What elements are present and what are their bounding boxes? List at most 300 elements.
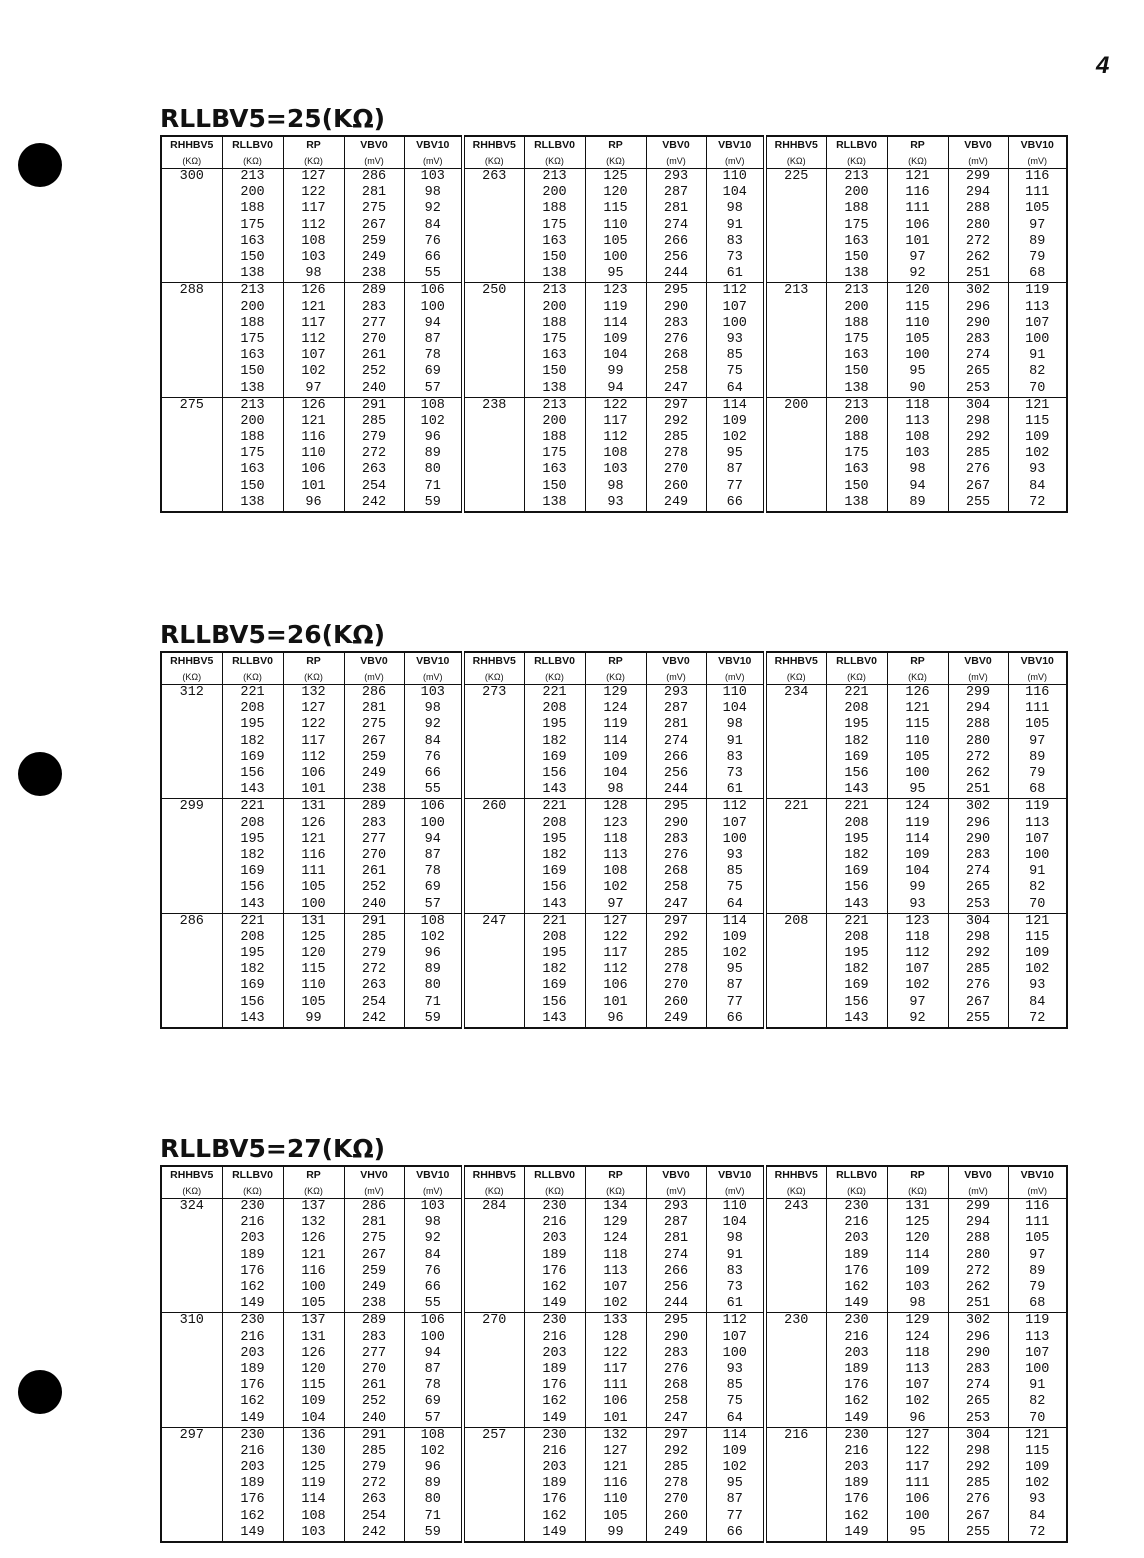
value-cell: 80 [404, 462, 463, 478]
value-cell: 92 [887, 1011, 948, 1028]
value-cell: 169 [222, 864, 283, 880]
rhhbv5-cell: 216 [765, 1427, 826, 1542]
table-row [161, 495, 1067, 512]
value-cell: 189 [222, 1248, 283, 1264]
value-cell: 109 [585, 332, 646, 348]
value-cell: 125 [887, 1215, 948, 1231]
value-cell: 115 [585, 201, 646, 217]
rhhbv5-cell: 288 [161, 283, 222, 397]
table-row [161, 848, 1067, 864]
value-cell: 304 [948, 397, 1008, 414]
value-cell: 258 [646, 364, 706, 380]
table-row [161, 799, 1067, 816]
value-cell: 150 [826, 479, 887, 495]
value-cell: 96 [404, 430, 463, 446]
column-unit: (KΩ) [283, 670, 344, 685]
value-cell: 253 [948, 896, 1008, 913]
table-row [161, 1296, 1067, 1313]
unit-row [161, 154, 1067, 169]
value-cell: 162 [826, 1280, 887, 1296]
value-cell: 189 [524, 1476, 585, 1492]
column-unit: (mV) [948, 154, 1008, 169]
value-cell: 156 [524, 995, 585, 1011]
value-cell: 104 [585, 348, 646, 364]
value-cell: 101 [283, 479, 344, 495]
value-cell: 200 [222, 185, 283, 201]
value-cell: 293 [646, 1199, 706, 1216]
rhhbv5-cell: 275 [161, 397, 222, 512]
value-cell: 143 [222, 1011, 283, 1028]
value-cell: 75 [706, 364, 765, 380]
value-cell: 149 [826, 1525, 887, 1542]
value-cell: 297 [646, 913, 706, 930]
value-cell: 84 [404, 734, 463, 750]
value-cell: 195 [826, 832, 887, 848]
value-cell: 208 [826, 816, 887, 832]
value-cell: 274 [646, 1248, 706, 1264]
value-cell: 59 [404, 1525, 463, 1542]
value-cell: 272 [948, 750, 1008, 766]
column-header: RHHBV5 [161, 1166, 222, 1184]
value-cell: 289 [344, 283, 404, 300]
value-cell: 163 [524, 234, 585, 250]
value-cell: 256 [646, 1280, 706, 1296]
value-cell: 100 [404, 300, 463, 316]
value-cell: 274 [948, 348, 1008, 364]
value-cell: 100 [1008, 332, 1067, 348]
value-cell: 266 [646, 1264, 706, 1280]
value-cell: 94 [887, 479, 948, 495]
value-cell: 268 [646, 348, 706, 364]
value-cell: 286 [344, 685, 404, 702]
value-cell: 110 [706, 685, 765, 702]
value-cell: 259 [344, 234, 404, 250]
rhhbv5-cell: 284 [463, 1199, 524, 1313]
value-cell: 109 [1008, 946, 1067, 962]
value-cell: 80 [404, 978, 463, 994]
value-cell: 118 [585, 1248, 646, 1264]
rhhbv5-cell: 234 [765, 685, 826, 799]
value-cell: 200 [524, 414, 585, 430]
value-cell: 89 [887, 495, 948, 512]
value-cell: 69 [404, 880, 463, 896]
value-cell: 72 [1008, 495, 1067, 512]
value-cell: 105 [1008, 201, 1067, 217]
value-cell: 297 [646, 397, 706, 414]
value-cell: 117 [585, 946, 646, 962]
value-cell: 208 [524, 816, 585, 832]
value-cell: 281 [344, 701, 404, 717]
value-cell: 188 [826, 430, 887, 446]
value-cell: 110 [283, 978, 344, 994]
value-cell: 189 [826, 1248, 887, 1264]
value-cell: 216 [826, 1215, 887, 1231]
column-unit: (KΩ) [161, 1184, 222, 1199]
value-cell: 288 [948, 717, 1008, 733]
value-cell: 216 [524, 1215, 585, 1231]
value-cell: 129 [887, 1313, 948, 1330]
value-cell: 216 [222, 1444, 283, 1460]
value-cell: 258 [646, 1394, 706, 1410]
value-cell: 127 [283, 169, 344, 186]
value-cell: 73 [706, 766, 765, 782]
value-cell: 112 [283, 332, 344, 348]
table-row [161, 1525, 1067, 1542]
table-row [161, 1199, 1067, 1216]
rhhbv5-cell: 257 [463, 1427, 524, 1542]
value-cell: 119 [283, 1476, 344, 1492]
value-cell: 114 [283, 1492, 344, 1508]
value-cell: 213 [222, 283, 283, 300]
value-cell: 100 [585, 250, 646, 266]
value-cell: 97 [1008, 1248, 1067, 1264]
value-cell: 98 [887, 1296, 948, 1313]
value-cell: 138 [826, 380, 887, 397]
value-cell: 200 [524, 185, 585, 201]
value-cell: 176 [524, 1492, 585, 1508]
value-cell: 93 [585, 495, 646, 512]
value-cell: 105 [283, 1296, 344, 1313]
value-cell: 283 [646, 1346, 706, 1362]
value-cell: 85 [706, 864, 765, 880]
column-unit: (KΩ) [887, 154, 948, 169]
rhhbv5-cell: 260 [463, 799, 524, 913]
value-cell: 108 [404, 1427, 463, 1444]
value-cell: 126 [283, 1346, 344, 1362]
value-cell: 129 [585, 1215, 646, 1231]
table-row [161, 364, 1067, 380]
value-cell: 297 [646, 1427, 706, 1444]
column-header: RLLBV0 [524, 136, 585, 154]
column-unit: (mV) [948, 1184, 1008, 1199]
value-cell: 101 [887, 234, 948, 250]
table-row [161, 380, 1067, 397]
value-cell: 138 [826, 495, 887, 512]
value-cell: 189 [524, 1248, 585, 1264]
value-cell: 281 [646, 717, 706, 733]
unit-row [161, 670, 1067, 685]
value-cell: 117 [283, 201, 344, 217]
value-cell: 70 [1008, 380, 1067, 397]
value-cell: 100 [887, 348, 948, 364]
value-cell: 105 [1008, 717, 1067, 733]
value-cell: 124 [585, 1231, 646, 1247]
value-cell: 115 [283, 1378, 344, 1394]
value-cell: 126 [283, 283, 344, 300]
value-cell: 76 [404, 750, 463, 766]
value-cell: 208 [826, 930, 887, 946]
value-cell: 176 [524, 1264, 585, 1280]
column-header: RP [585, 1166, 646, 1184]
value-cell: 114 [706, 913, 765, 930]
value-cell: 75 [706, 1394, 765, 1410]
value-cell: 94 [404, 316, 463, 332]
value-cell: 124 [887, 799, 948, 816]
value-cell: 102 [1008, 962, 1067, 978]
header-row [161, 1166, 1067, 1184]
value-cell: 100 [887, 766, 948, 782]
value-cell: 285 [344, 1444, 404, 1460]
table-row [161, 766, 1067, 782]
value-cell: 221 [222, 685, 283, 702]
column-header: RLLBV0 [222, 136, 283, 154]
value-cell: 113 [585, 1264, 646, 1280]
column-unit: (KΩ) [161, 670, 222, 685]
value-cell: 109 [283, 1394, 344, 1410]
value-cell: 89 [1008, 750, 1067, 766]
value-cell: 132 [585, 1427, 646, 1444]
value-cell: 200 [524, 300, 585, 316]
value-cell: 109 [887, 1264, 948, 1280]
value-cell: 189 [222, 1362, 283, 1378]
value-cell: 121 [1008, 397, 1067, 414]
value-cell: 283 [948, 848, 1008, 864]
value-cell: 117 [887, 1460, 948, 1476]
value-cell: 97 [1008, 218, 1067, 234]
value-cell: 255 [948, 1525, 1008, 1542]
table-row [161, 1460, 1067, 1476]
value-cell: 79 [1008, 1280, 1067, 1296]
value-cell: 105 [283, 880, 344, 896]
value-cell: 102 [706, 946, 765, 962]
value-cell: 102 [283, 364, 344, 380]
value-cell: 216 [222, 1215, 283, 1231]
value-cell: 61 [706, 1296, 765, 1313]
value-cell: 251 [948, 266, 1008, 283]
value-cell: 97 [887, 250, 948, 266]
value-cell: 149 [222, 1525, 283, 1542]
value-cell: 175 [826, 218, 887, 234]
value-cell: 221 [524, 685, 585, 702]
value-cell: 111 [585, 1378, 646, 1394]
column-unit: (mV) [646, 154, 706, 169]
value-cell: 272 [344, 962, 404, 978]
value-cell: 240 [344, 1410, 404, 1427]
value-cell: 91 [706, 1248, 765, 1264]
value-cell: 244 [646, 266, 706, 283]
value-cell: 122 [887, 1444, 948, 1460]
value-cell: 149 [826, 1410, 887, 1427]
value-cell: 126 [887, 685, 948, 702]
value-cell: 102 [1008, 1476, 1067, 1492]
column-unit: (KΩ) [524, 1184, 585, 1199]
value-cell: 182 [524, 962, 585, 978]
value-cell: 290 [948, 316, 1008, 332]
value-cell: 105 [1008, 1231, 1067, 1247]
value-cell: 107 [585, 1280, 646, 1296]
value-cell: 107 [1008, 1346, 1067, 1362]
value-cell: 279 [344, 1460, 404, 1476]
value-cell: 104 [706, 1215, 765, 1231]
table-row [161, 978, 1067, 994]
value-cell: 259 [344, 750, 404, 766]
value-cell: 106 [585, 978, 646, 994]
value-cell: 55 [404, 266, 463, 283]
value-cell: 102 [585, 1296, 646, 1313]
value-cell: 78 [404, 864, 463, 880]
value-cell: 121 [1008, 1427, 1067, 1444]
value-cell: 261 [344, 1378, 404, 1394]
value-cell: 289 [344, 1313, 404, 1330]
value-cell: 106 [887, 1492, 948, 1508]
value-cell: 121 [887, 169, 948, 186]
value-cell: 256 [646, 250, 706, 266]
value-cell: 84 [404, 218, 463, 234]
value-cell: 208 [222, 701, 283, 717]
value-cell: 283 [344, 1330, 404, 1346]
table-row [161, 1410, 1067, 1427]
column-header: RP [887, 136, 948, 154]
table-row [161, 816, 1067, 832]
value-cell: 263 [344, 462, 404, 478]
column-header: VBV0 [646, 652, 706, 670]
column-header: RP [283, 1166, 344, 1184]
column-header: RLLBV0 [826, 652, 887, 670]
value-cell: 55 [404, 1296, 463, 1313]
value-cell: 128 [585, 1330, 646, 1346]
column-header: VBV0 [948, 136, 1008, 154]
rhhbv5-cell: 208 [765, 913, 826, 1028]
value-cell: 175 [826, 446, 887, 462]
value-cell: 249 [344, 766, 404, 782]
value-cell: 103 [585, 462, 646, 478]
value-cell: 200 [826, 185, 887, 201]
value-cell: 127 [283, 701, 344, 717]
value-cell: 96 [887, 1410, 948, 1427]
value-cell: 89 [1008, 234, 1067, 250]
value-cell: 114 [706, 1427, 765, 1444]
value-cell: 91 [1008, 1378, 1067, 1394]
column-header: VBV10 [1008, 136, 1067, 154]
value-cell: 293 [646, 685, 706, 702]
value-cell: 102 [404, 1444, 463, 1460]
value-cell: 277 [344, 316, 404, 332]
value-cell: 98 [404, 1215, 463, 1231]
value-cell: 102 [887, 1394, 948, 1410]
table-row [161, 283, 1067, 300]
column-header: RLLBV0 [524, 652, 585, 670]
value-cell: 285 [646, 1460, 706, 1476]
value-cell: 295 [646, 1313, 706, 1330]
value-cell: 92 [887, 266, 948, 283]
value-cell: 276 [948, 462, 1008, 478]
value-cell: 104 [706, 701, 765, 717]
value-cell: 84 [1008, 1509, 1067, 1525]
value-cell: 107 [706, 816, 765, 832]
table-row [161, 316, 1067, 332]
table-row [161, 462, 1067, 478]
value-cell: 291 [344, 1427, 404, 1444]
value-cell: 78 [404, 1378, 463, 1394]
value-cell: 55 [404, 782, 463, 799]
value-cell: 108 [404, 913, 463, 930]
value-cell: 96 [585, 1011, 646, 1028]
value-cell: 121 [283, 300, 344, 316]
value-cell: 292 [948, 1460, 1008, 1476]
value-cell: 259 [344, 1264, 404, 1280]
binder-hole-bottom [18, 1370, 62, 1414]
value-cell: 169 [524, 864, 585, 880]
value-cell: 163 [826, 234, 887, 250]
value-cell: 116 [283, 848, 344, 864]
value-cell: 102 [404, 414, 463, 430]
value-cell: 64 [706, 1410, 765, 1427]
value-cell: 113 [1008, 816, 1067, 832]
value-cell: 150 [524, 364, 585, 380]
value-cell: 103 [404, 169, 463, 186]
value-cell: 188 [524, 430, 585, 446]
value-cell: 249 [646, 1525, 706, 1542]
rhhbv5-cell: 300 [161, 169, 222, 283]
value-cell: 119 [585, 717, 646, 733]
value-cell: 260 [646, 995, 706, 1011]
value-cell: 102 [706, 1460, 765, 1476]
value-cell: 169 [524, 978, 585, 994]
value-cell: 138 [524, 380, 585, 397]
value-cell: 114 [585, 316, 646, 332]
value-cell: 111 [887, 201, 948, 217]
value-cell: 213 [222, 397, 283, 414]
value-cell: 78 [404, 348, 463, 364]
value-cell: 195 [826, 946, 887, 962]
rhhbv5-cell: 297 [161, 1427, 222, 1542]
value-cell: 108 [404, 397, 463, 414]
value-cell: 89 [1008, 1264, 1067, 1280]
value-cell: 82 [1008, 364, 1067, 380]
table-row [161, 201, 1067, 217]
value-cell: 106 [283, 766, 344, 782]
column-unit: (KΩ) [222, 670, 283, 685]
value-cell: 290 [646, 1330, 706, 1346]
value-cell: 70 [1008, 1410, 1067, 1427]
table-row [161, 1330, 1067, 1346]
table-row [161, 1509, 1067, 1525]
value-cell: 156 [826, 995, 887, 1011]
value-cell: 72 [1008, 1525, 1067, 1542]
table-row [161, 1378, 1067, 1394]
column-header: VBV10 [404, 1166, 463, 1184]
value-cell: 150 [524, 479, 585, 495]
value-cell: 117 [585, 414, 646, 430]
value-cell: 221 [524, 799, 585, 816]
value-cell: 61 [706, 782, 765, 799]
value-cell: 176 [524, 1378, 585, 1394]
column-unit: (KΩ) [585, 670, 646, 685]
table-row [161, 832, 1067, 848]
value-cell: 175 [524, 218, 585, 234]
value-cell: 94 [404, 1346, 463, 1362]
value-cell: 95 [887, 1525, 948, 1542]
column-unit: (KΩ) [222, 1184, 283, 1199]
column-header: VBV10 [1008, 652, 1067, 670]
value-cell: 110 [585, 218, 646, 234]
column-unit: (KΩ) [283, 1184, 344, 1199]
value-cell: 276 [646, 332, 706, 348]
value-cell: 216 [826, 1330, 887, 1346]
column-unit: (KΩ) [585, 154, 646, 169]
table-row [161, 962, 1067, 978]
table-row [161, 701, 1067, 717]
value-cell: 110 [585, 1492, 646, 1508]
value-cell: 162 [222, 1394, 283, 1410]
value-cell: 262 [948, 250, 1008, 266]
header-row [161, 136, 1067, 154]
value-cell: 77 [706, 479, 765, 495]
column-unit: (mV) [344, 670, 404, 685]
column-unit: (KΩ) [887, 670, 948, 685]
value-cell: 103 [283, 250, 344, 266]
value-cell: 270 [344, 332, 404, 348]
